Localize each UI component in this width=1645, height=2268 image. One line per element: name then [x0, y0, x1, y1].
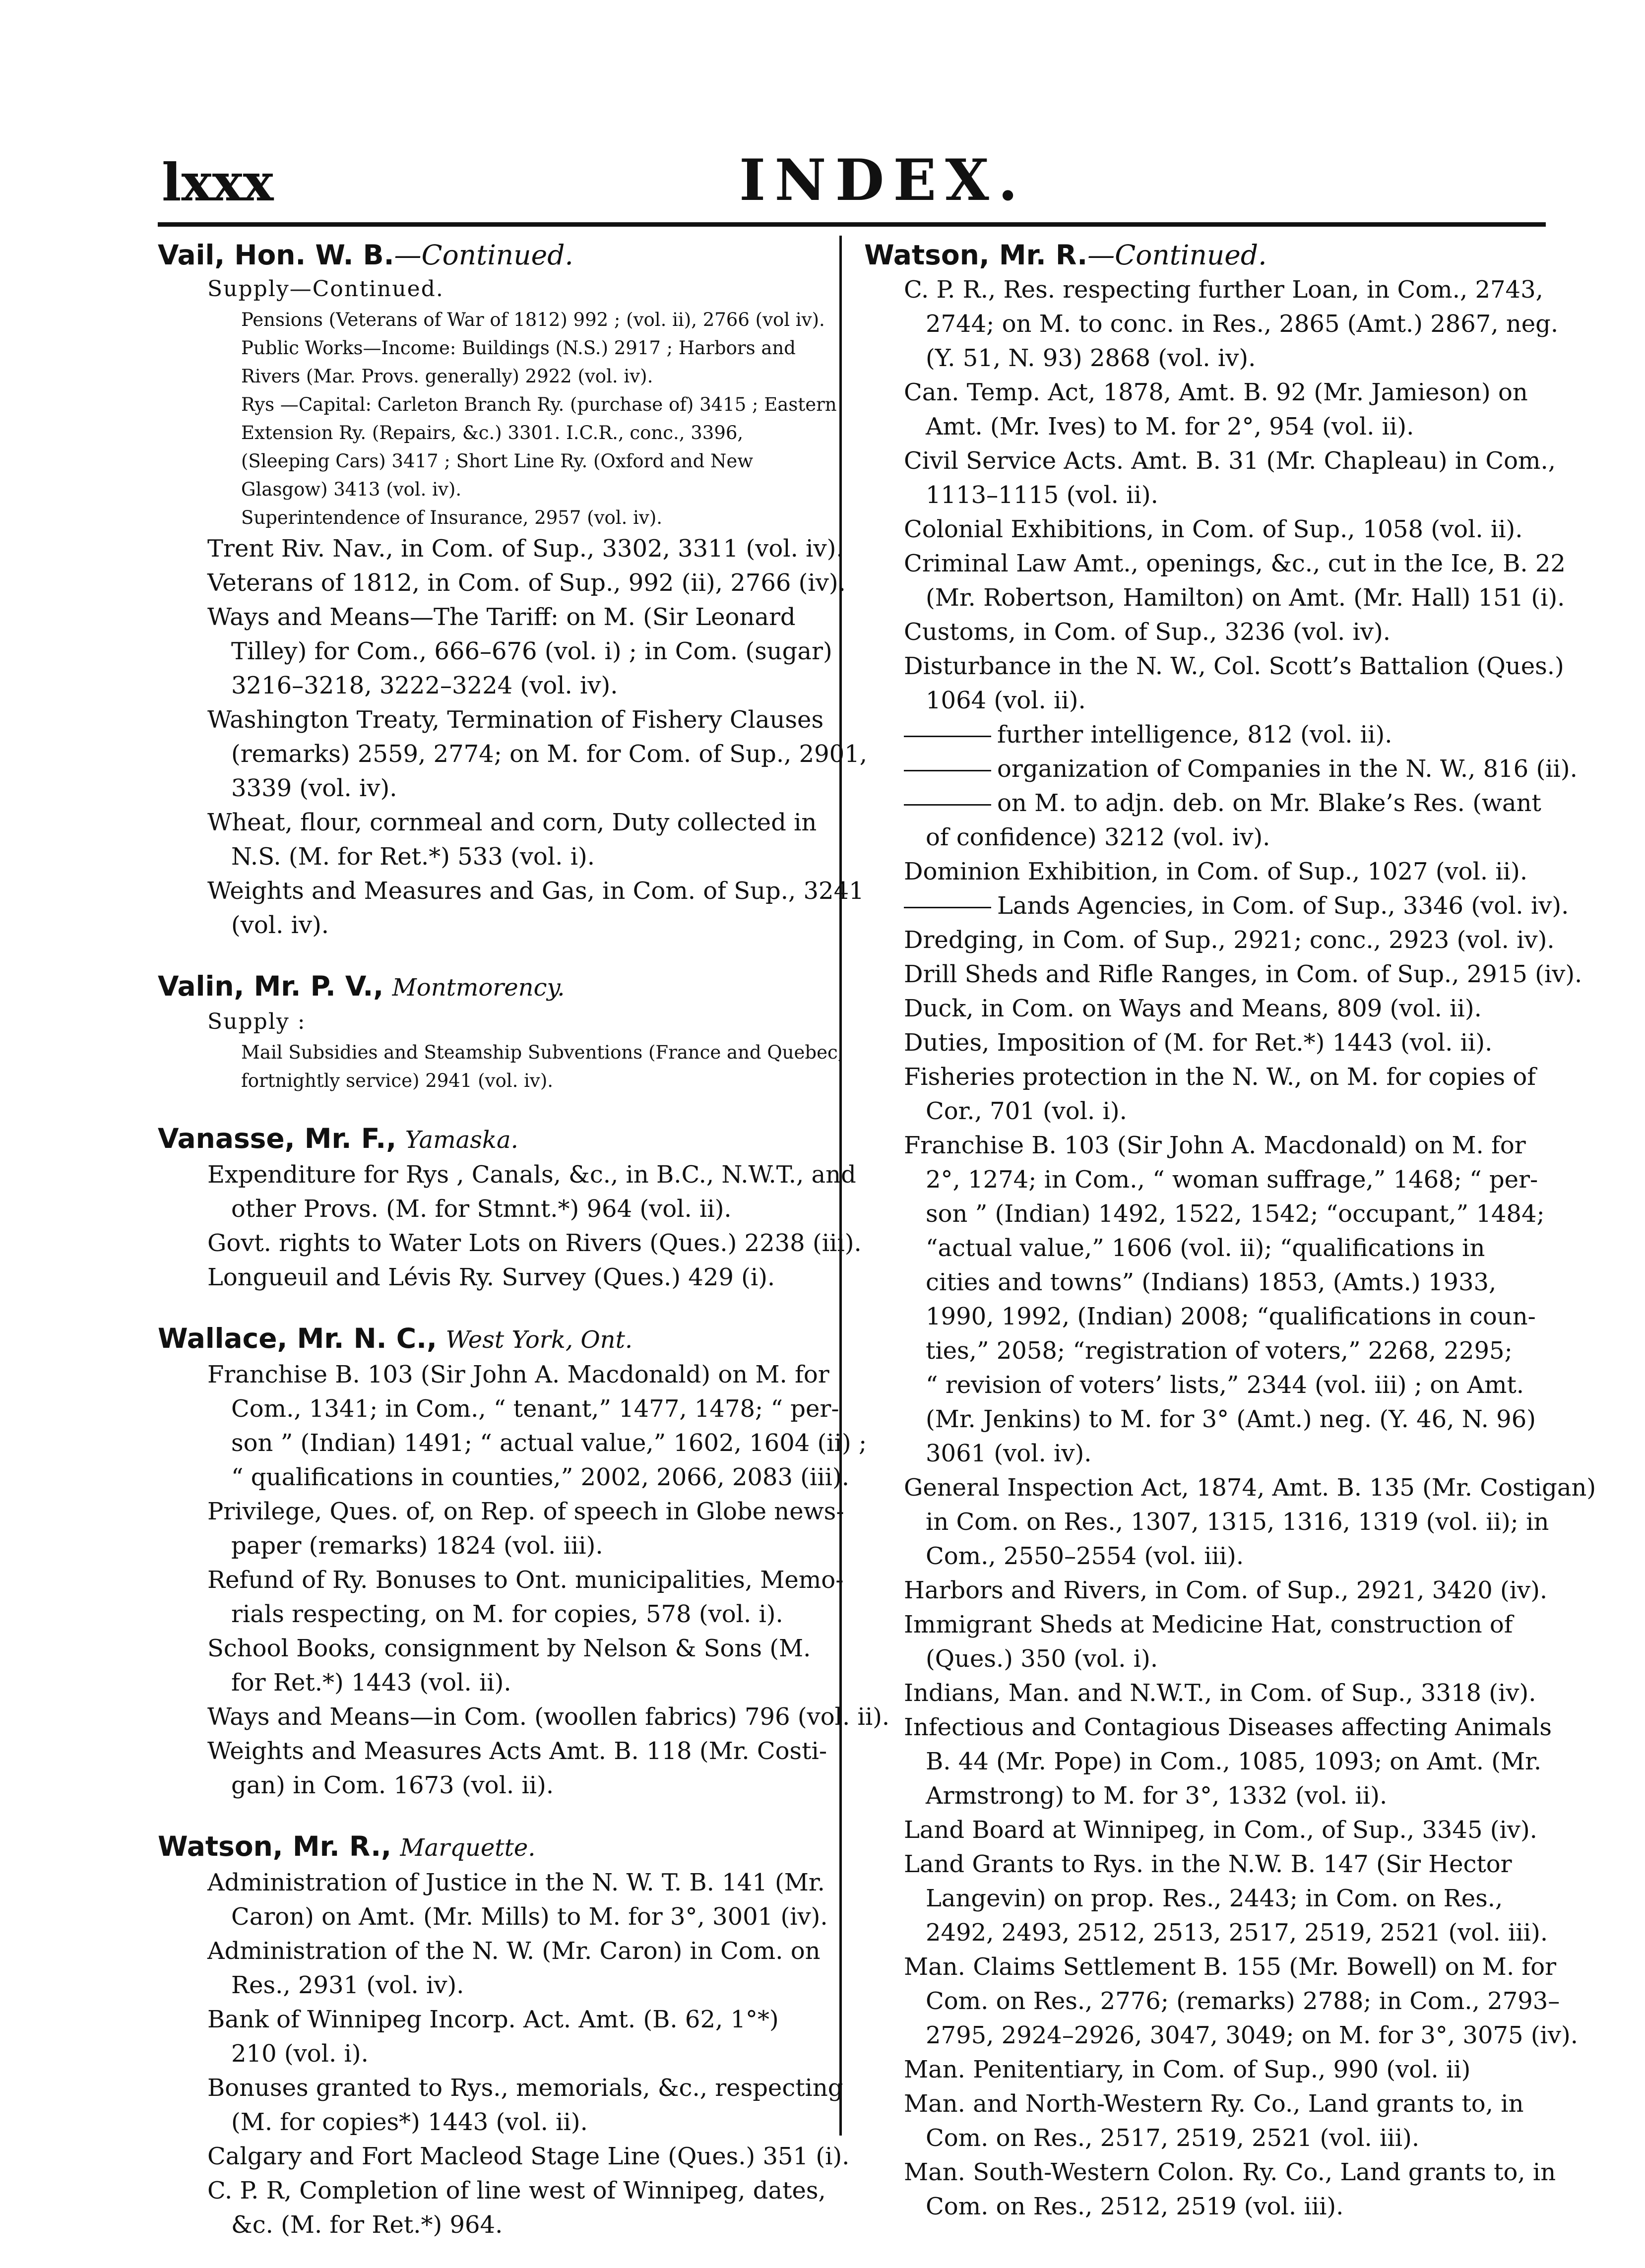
- ditto-entry-text: on M. to adjn. deb. on Mr. Blake’s Res. (want: [997, 789, 1541, 817]
- header-rule: [158, 222, 1546, 227]
- index-entry: [864, 237, 1596, 2224]
- entry-name: Vail, Hon. W. B.: [158, 239, 394, 271]
- entry-continuation-line: (Ques.) 350 (vol. i).: [926, 1645, 1158, 1673]
- entry-line: Immigrant Sheds at Medicine Hat, construction of: [904, 1611, 1513, 1638]
- entry-continuation-line: “ qualifications in counties,” 2002, 2066, 2083 (iii).: [231, 1463, 850, 1491]
- entry-continuation-line: other Provs. (M. for Stmnt.*) 964 (vol. ii).: [231, 1195, 732, 1223]
- entry-line: Drill Sheds and Rifle Ranges, in Com. of Sup., 2915 (iv).: [904, 960, 1582, 988]
- entry-constituency: Montmorency.: [392, 974, 565, 1002]
- index-entry: [158, 237, 868, 943]
- entry-continuation-line: 1990, 1992, (Indian) 2008; “qualifications in coun-: [926, 1303, 1536, 1330]
- entry-continuation-line: B. 44 (Mr. Pope) in Com., 1085, 1093; on Amt. (Mr.: [926, 1748, 1542, 1775]
- ditto-dash: [904, 770, 991, 771]
- entry-heading: [864, 237, 1559, 273]
- entry-name: Watson, Mr. R.,: [158, 1830, 392, 1862]
- entry-continuation-line: 210 (vol. i).: [231, 2040, 369, 2068]
- entry-line: Civil Service Acts. Amt. B. 31 (Mr. Chapleau) in Com.,: [904, 447, 1556, 475]
- ditto-dash: [904, 804, 991, 806]
- entry-continuation-line: &c. (M. for Ret.*) 964.: [231, 2211, 503, 2239]
- supply-item-line: Rivers (Mar. Provs. generally) 2922 (vol. iv).: [241, 366, 653, 387]
- entry-continuation-line: (M. for copies*) 1443 (vol. ii).: [231, 2108, 588, 2136]
- ditto-dash: [904, 736, 991, 737]
- entry-line: Calgary and Fort Macleod Stage Line (Ques.) 351 (i).: [207, 2142, 850, 2170]
- entry-line: Customs, in Com. of Sup., 3236 (vol. iv).: [904, 618, 1391, 646]
- entry-continuation-line: 1064 (vol. ii).: [926, 687, 1086, 714]
- right-column: [864, 237, 1596, 2250]
- supply-item-line: Public Works—Income: Buildings (N.S.) 2917 ; Harbors and: [241, 337, 796, 359]
- entry-name: Vanasse, Mr. F.,: [158, 1123, 397, 1154]
- entry-continuation-line: for Ret.*) 1443 (vol. ii).: [231, 1669, 511, 1697]
- supply-item-line: Pensions (Veterans of War of 1812) 992 ; (vol. ii), 2766 (vol iv).: [241, 309, 825, 330]
- left-column: [158, 237, 890, 2268]
- entry-line: Administration of the N. W. (Mr. Caron) in Com. on: [207, 1937, 821, 1965]
- entry-continuation-line: Amt. (Mr. Ives) to M. for 2°, 954 (vol. ii).: [926, 413, 1414, 441]
- entry-continuation-line: Tilley) for Com., 666–676 (vol. i) ; in Com. (sugar): [231, 637, 832, 665]
- entry-heading: [158, 237, 837, 273]
- entry-line: C. P. R, Completion of line west of Winnipeg, dates,: [207, 2177, 826, 2205]
- entry-line: Criminal Law Amt., openings, &c., cut in the Ice, B. 22: [904, 550, 1566, 577]
- supply-item-line: Rys —Capital: Carleton Branch Ry. (purchase of) 3415 ; Eastern: [241, 394, 837, 415]
- entry-line: Man. Claims Settlement B. 155 (Mr. Bowell) on M. for: [904, 1953, 1557, 1981]
- entry-continuation-line: (vol. iv).: [231, 911, 329, 939]
- index-entry: [158, 1828, 850, 2242]
- supply-item-line: (Sleeping Cars) 3417 ; Short Line Ry. (Oxford and New: [241, 450, 753, 472]
- entry-line: Man. and North-Western Ry. Co., Land grants to, in: [904, 2090, 1524, 2118]
- entry-line: Ways and Means—The Tariff: on M. (Sir Leonard: [207, 603, 796, 631]
- entry-line: Franchise B. 103 (Sir John A. Macdonald) on M. for: [904, 1132, 1526, 1159]
- entry-continuation-line: (Mr. Jenkins) to M. for 3° (Amt.) neg. (Y. 46, N. 96): [926, 1405, 1536, 1433]
- entry-line: Man. Penitentiary, in Com. of Sup., 990 (vol. ii): [904, 2056, 1471, 2083]
- ditto-entry-text: further intelligence, 812 (vol. ii).: [997, 721, 1392, 749]
- ditto-entry-line: [864, 718, 1559, 752]
- entry-continuation-line: son ” (Indian) 1492, 1522, 1542; “occupant,” 1484;: [926, 1200, 1545, 1228]
- ditto-entry-line: [864, 786, 1559, 820]
- entry-continuation-line: rials respecting, on M. for copies, 578 (vol. i).: [231, 1600, 783, 1628]
- entry-continuation-line: Com. on Res., 2512, 2519 (vol. iii).: [926, 2193, 1344, 2220]
- entry-heading: [158, 968, 837, 1006]
- supply-item-line: fortnightly service) 2941 (vol. iv).: [241, 1070, 554, 1091]
- entry-line: Expenditure for Rys , Canals, &c., in B.C., N.W.T., and: [207, 1161, 856, 1189]
- entry-line: School Books, consignment by Nelson & Sons (M.: [207, 1635, 811, 1662]
- entry-line: Weights and Measures and Gas, in Com. of Sup., 3241: [207, 877, 864, 905]
- entry-continuation-line: cities and towns” (Indians) 1853, (Amts.) 1933,: [926, 1268, 1497, 1296]
- entry-heading: [158, 1828, 837, 1866]
- entry-continuation-line: gan) in Com. 1673 (vol. ii).: [231, 1771, 554, 1799]
- entry-line: Indians, Man. and N.W.T., in Com. of Sup., 3318 (iv).: [904, 1679, 1536, 1707]
- supply-subheading: Supply :: [207, 1009, 306, 1034]
- entry-continuation-line: 2744; on M. to conc. in Res., 2865 (Amt.) 2867, neg.: [926, 310, 1559, 338]
- entry-continuation-line: “actual value,” 1606 (vol. ii); “qualifications in: [926, 1234, 1485, 1262]
- entry-line: Can. Temp. Act, 1878, Amt. B. 92 (Mr. Jamieson) on: [904, 378, 1528, 406]
- entry-continuation-line: Com., 2550–2554 (vol. iii).: [926, 1542, 1244, 1570]
- page-number: lxxx: [162, 152, 274, 213]
- entry-continuation-line: of confidence) 3212 (vol. iv).: [926, 823, 1270, 851]
- entry-line: Franchise B. 103 (Sir John A. Macdonald) on M. for: [207, 1361, 829, 1388]
- entry-continuation-line: 3216–3218, 3222–3224 (vol. iv).: [231, 672, 618, 699]
- entry-continuation-line: Caron) on Amt. (Mr. Mills) to M. for 3°, 3001 (iv).: [231, 1903, 828, 1931]
- entry-continuation-line: 2°, 1274; in Com., “ woman suffrage,” 1468; “ per-: [926, 1166, 1538, 1194]
- entry-continuation-line: son ” (Indian) 1491; “ actual value,” 1602, 1604 (ii) ;: [231, 1429, 867, 1457]
- entry-name: Wallace, Mr. N. C.,: [158, 1323, 437, 1354]
- entry-continuation-line: Langevin) on prop. Res., 2443; in Com. on Res.,: [926, 1885, 1503, 1912]
- entry-continuation-line: Cor., 701 (vol. i).: [926, 1097, 1127, 1125]
- entry-line: C. P. R., Res. respecting further Loan, in Com., 2743,: [904, 276, 1543, 304]
- entry-continuation-line: in Com. on Res., 1307, 1315, 1316, 1319 (vol. ii); in: [926, 1508, 1549, 1536]
- entry-continuation-line: 3061 (vol. iv).: [926, 1440, 1092, 1467]
- entry-continuation-line: 3339 (vol. iv).: [231, 774, 397, 802]
- index-entry: [158, 968, 844, 1095]
- entry-line: Infectious and Contagious Diseases affecting Animals: [904, 1713, 1552, 1741]
- entry-line: Ways and Means—in Com. (woollen fabrics) 796 (vol. ii).: [207, 1703, 890, 1731]
- entry-line: Disturbance in the N. W., Col. Scott’s Battalion (Ques.): [904, 652, 1564, 680]
- entry-continuation-line: Com., 1341; in Com., “ tenant,” 1477, 1478; “ per-: [231, 1395, 839, 1423]
- index-entry: [158, 1121, 862, 1295]
- entry-constituency: West York, Ont.: [445, 1326, 633, 1354]
- entry-line: Refund of Ry. Bonuses to Ont. municipalities, Memo-: [207, 1566, 844, 1594]
- entry-line: Land Grants to Rys. in the N.W. B. 147 (Sir Hector: [904, 1850, 1512, 1878]
- entry-line: Govt. rights to Water Lots on Rivers (Ques.) 2238 (iii).: [207, 1229, 862, 1257]
- ditto-entry-line: [864, 889, 1569, 923]
- ditto-entry-text: Lands Agencies, in Com. of Sup., 3346 (vol. iv).: [997, 892, 1569, 920]
- ditto-entry-line: [864, 752, 1578, 786]
- entry-continuation-line: Com. on Res., 2517, 2519, 2521 (vol. iii).: [926, 2124, 1420, 2152]
- index-entry: [158, 1321, 890, 1803]
- supply-subheading: Supply—Continued.: [207, 276, 444, 302]
- entry-continuation-line: paper (remarks) 1824 (vol. iii).: [231, 1532, 603, 1560]
- entry-continuation-line: (Mr. Robertson, Hamilton) on Amt. (Mr. Hall) 151 (i).: [926, 584, 1565, 612]
- entry-line: Wheat, flour, cornmeal and corn, Duty collected in: [207, 809, 817, 836]
- entry-line: Longueuil and Lévis Ry. Survey (Ques.) 429 (i).: [207, 1263, 775, 1291]
- entry-name: Watson, Mr. R.: [864, 239, 1088, 271]
- entry-continued-tag: —Continued.: [1087, 239, 1267, 271]
- entry-line: Duties, Imposition of (M. for Ret.*) 1443 (vol. ii).: [904, 1029, 1493, 1057]
- entry-constituency: Marquette.: [400, 1834, 536, 1862]
- supply-item-line: Mail Subsidies and Steamship Subventions (France and Quebec,: [241, 1042, 844, 1063]
- page-title: INDEX.: [739, 147, 1027, 213]
- entry-line: Harbors and Rivers, in Com. of Sup., 2921, 3420 (iv).: [904, 1576, 1548, 1604]
- supply-item-line: Glasgow) 3413 (vol. iv).: [241, 479, 462, 500]
- entry-constituency: Yamaska.: [405, 1126, 518, 1154]
- entry-line: Bank of Winnipeg Incorp. Act. Amt. (B. 62, 1°*): [207, 2006, 779, 2033]
- entry-continuation-line: 1113–1115 (vol. ii).: [926, 481, 1158, 509]
- ditto-entry-text: organization of Companies in the N. W., 816 (ii).: [997, 755, 1578, 783]
- entry-continued-tag: —Continued.: [394, 239, 573, 271]
- entry-line: Dredging, in Com. of Sup., 2921; conc., 2923 (vol. iv).: [904, 926, 1555, 954]
- entry-continuation-line: (remarks) 2559, 2774; on M. for Com. of Sup., 2901,: [231, 740, 868, 768]
- entry-line: Dominion Exhibition, in Com. of Sup., 1027 (vol. ii).: [904, 858, 1528, 885]
- entry-continuation-line: Res., 2931 (vol. iv).: [231, 1971, 464, 1999]
- entry-continuation-line: ties,” 2058; “registration of voters,” 2268, 2295;: [926, 1337, 1513, 1365]
- entry-heading: [158, 1321, 837, 1358]
- entry-line: Fisheries protection in the N. W., on M. for copies of: [904, 1063, 1536, 1091]
- entry-line: Washington Treaty, Termination of Fishery Clauses: [207, 706, 824, 734]
- entry-line: Land Board at Winnipeg, in Com., of Sup., 3345 (iv).: [904, 1816, 1537, 1844]
- entry-continuation-line: 2795, 2924–2926, 3047, 3049; on M. for 3°, 3075 (iv).: [926, 2021, 1579, 2049]
- entry-continuation-line: N.S. (M. for Ret.*) 533 (vol. i).: [231, 843, 595, 871]
- ditto-dash: [904, 907, 991, 908]
- entry-line: Weights and Measures Acts Amt. B. 118 (Mr. Costi-: [207, 1737, 827, 1765]
- entry-heading: [158, 1121, 837, 1158]
- entry-line: Veterans of 1812, in Com. of Sup., 992 (ii), 2766 (iv).: [207, 569, 846, 597]
- entry-line: Bonuses granted to Rys., memorials, &c., respecting: [207, 2074, 843, 2102]
- entry-continuation-line: (Y. 51, N. 93) 2868 (vol. iv).: [926, 344, 1256, 372]
- entry-continuation-line: Armstrong) to M. for 3°, 1332 (vol. ii).: [926, 1782, 1388, 1810]
- entry-line: General Inspection Act, 1874, Amt. B. 135 (Mr. Costigan): [904, 1474, 1596, 1502]
- entry-name: Valin, Mr. P. V.,: [158, 970, 384, 1002]
- entry-continuation-line: “ revision of voters’ lists,” 2344 (vol. iii) ; on Amt.: [926, 1371, 1524, 1399]
- entry-continuation-line: 2492, 2493, 2512, 2513, 2517, 2519, 2521 (vol. iii).: [926, 1919, 1548, 1947]
- entry-line: Administration of Justice in the N. W. T. B. 141 (Mr.: [207, 1869, 825, 1896]
- entry-continuation-line: Com. on Res., 2776; (remarks) 2788; in Com., 2793–: [926, 1987, 1560, 2015]
- entry-line: Man. South-Western Colon. Ry. Co., Land grants to, in: [904, 2158, 1556, 2186]
- entry-line: Privilege, Ques. of, on Rep. of speech in Globe news-: [207, 1498, 844, 1525]
- supply-item-line: Superintendence of Insurance, 2957 (vol. iv).: [241, 507, 663, 528]
- entry-line: Duck, in Com. on Ways and Means, 809 (vol. ii).: [904, 995, 1482, 1022]
- entry-line: Trent Riv. Nav., in Com. of Sup., 3302, 3311 (vol. iv).: [207, 535, 844, 563]
- entry-line: Colonial Exhibitions, in Com. of Sup., 1058 (vol. ii).: [904, 515, 1523, 543]
- supply-item-line: Extension Ry. (Repairs, &c.) 3301. I.C.R., conc., 3396,: [241, 422, 744, 443]
